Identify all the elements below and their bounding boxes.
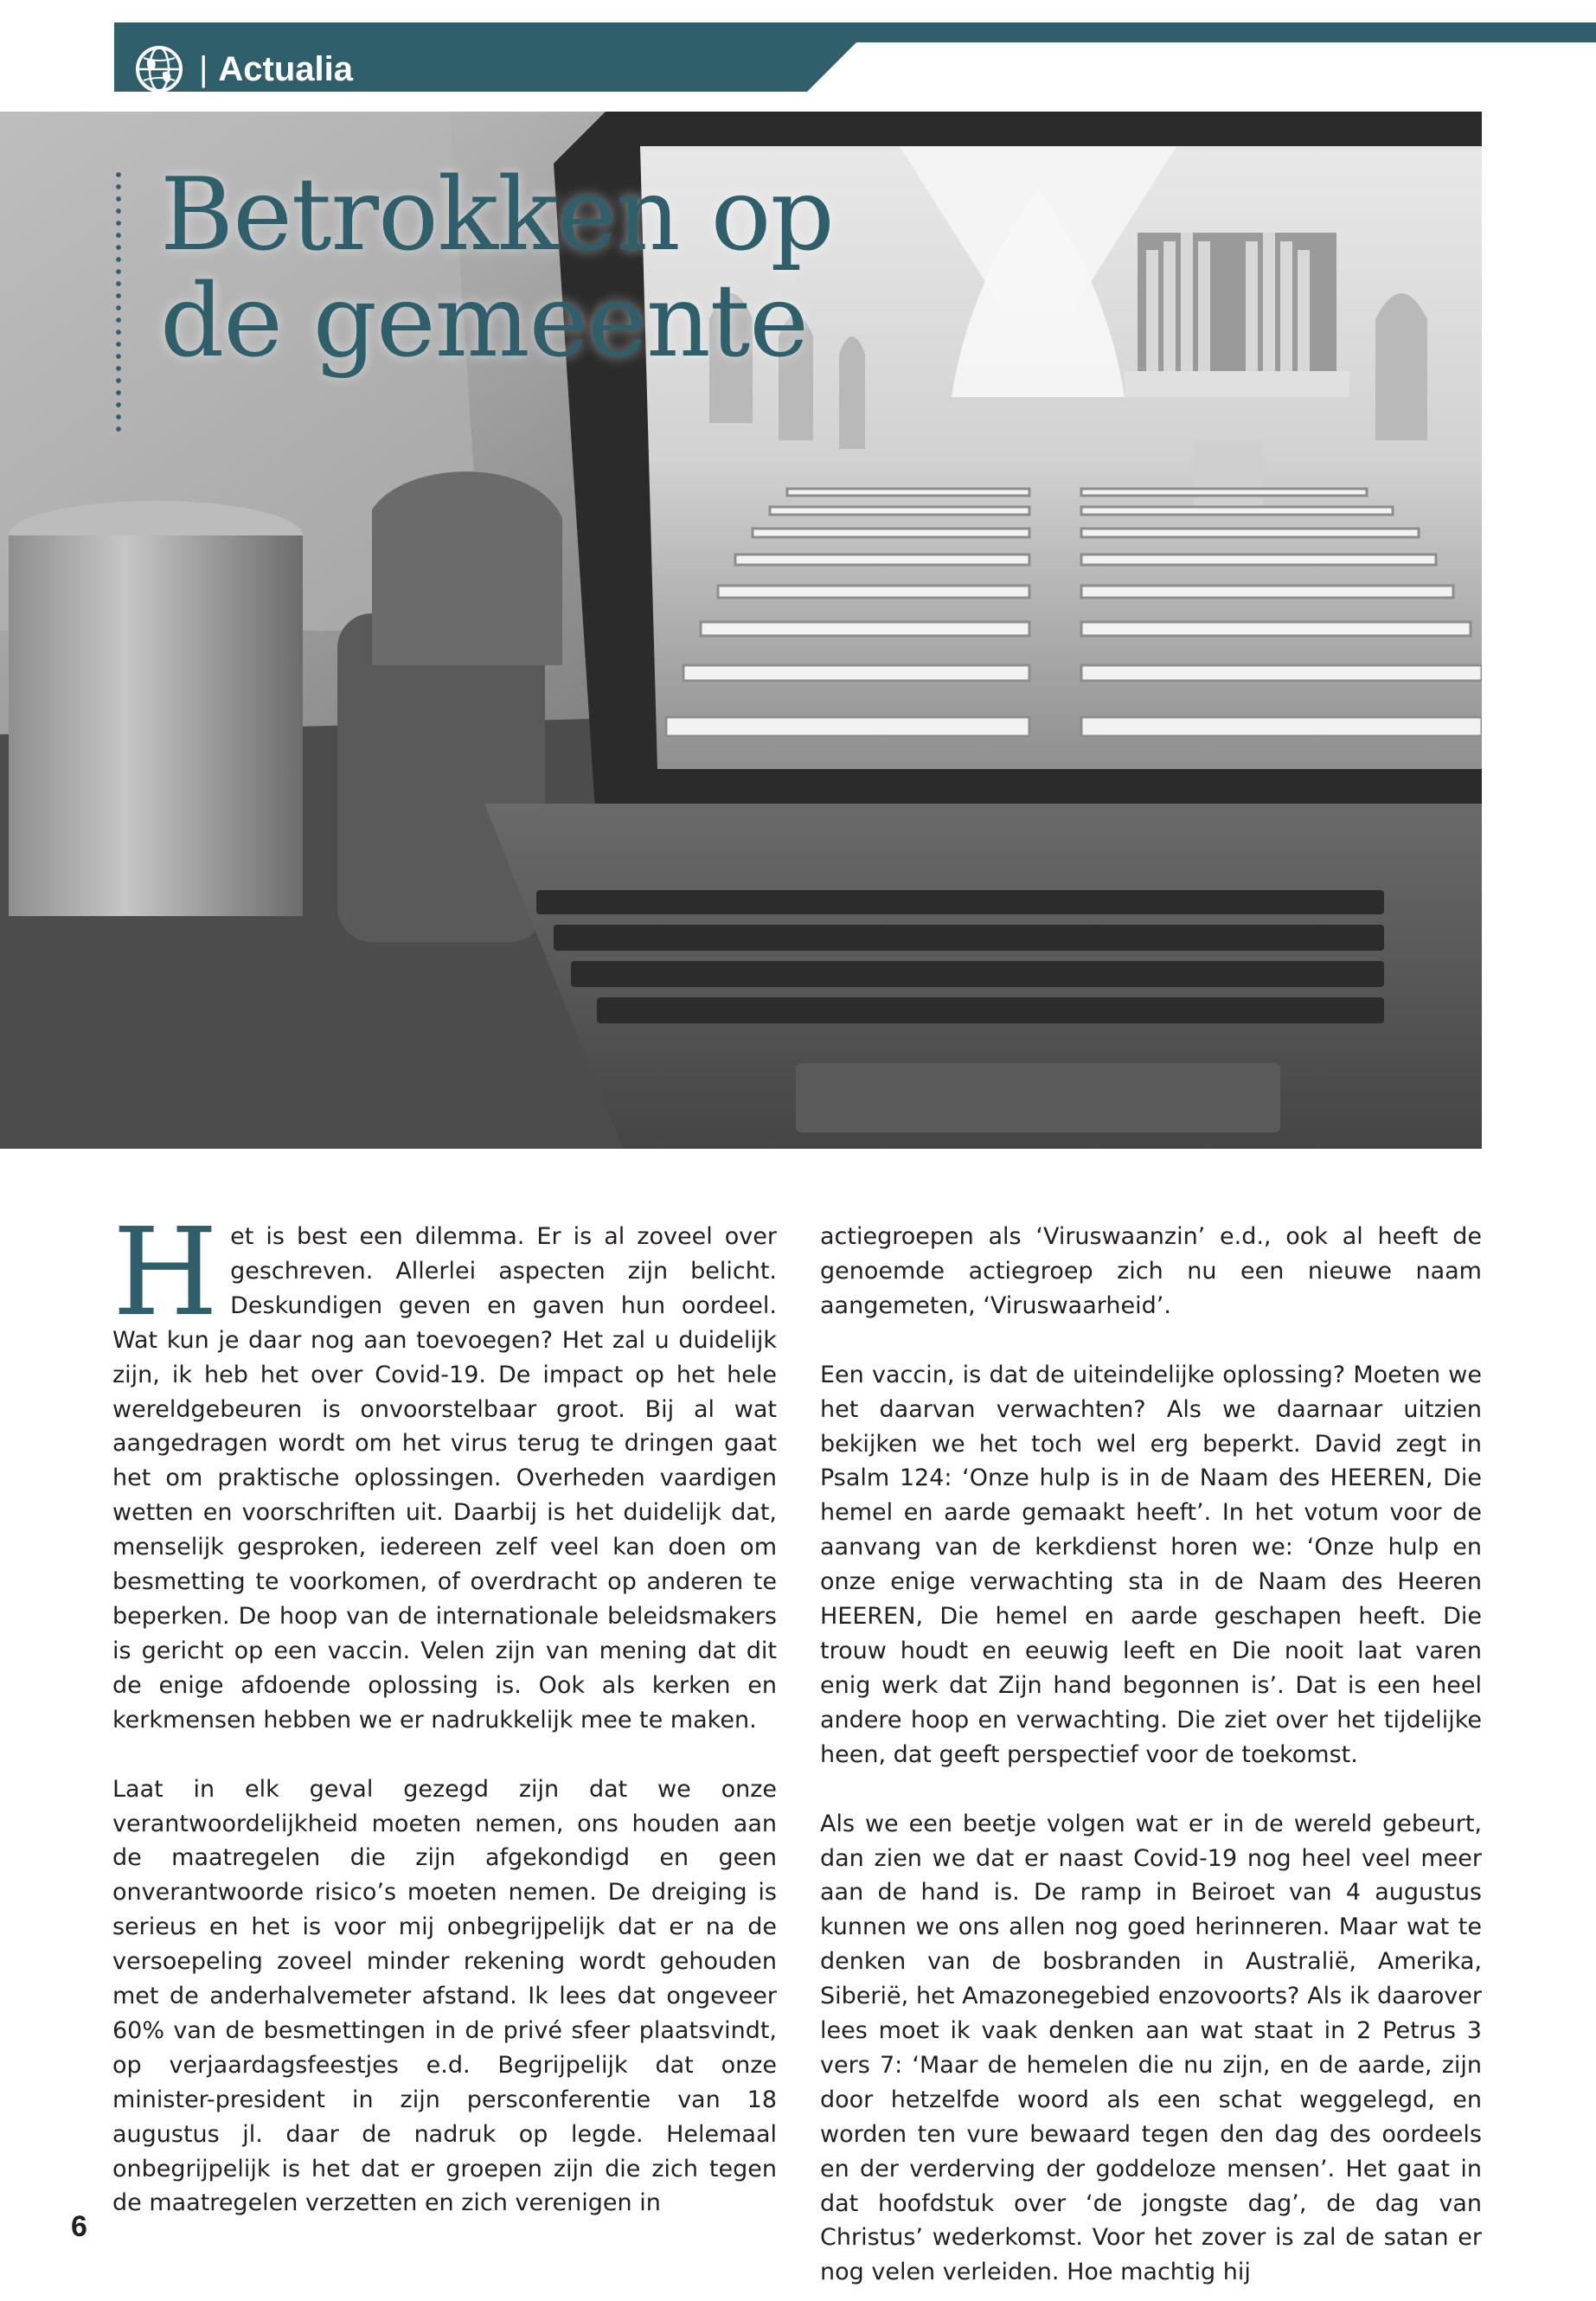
section-label: | Actualia: [199, 50, 353, 88]
article-title: [160, 157, 939, 380]
drop-cap: H: [112, 1202, 219, 1343]
paragraph-text: et is best een dilemma. Er is al zoveel over geschreven. Allerlei aspecten zijn belicht. Deskundigen geven en gaven hun oordeel. Wat kun je daar nog aan toevoegen? Het zal u duidelijk zijn, ik heb het over Covid-19. De impact op het hele wereldgebeuren is onvoorstelbaar groot. Bij al wat aangedragen wordt om het virus terug te dringen gaat het om praktische oplossingen. Overheden vaardigen wetten en voorschriften uit. Daarbij is het duidelijk dat, menselijk gesproken, iedereen zelf veel kan doen om besmetting te voorkomen, of overdracht op anderen te beperken. De hoop van de internationale beleidsmakers is gericht op een vaccin. Velen zijn van mening dat dit de enige afdoende oplossing is. Ook als kerken en kerkmensen hebben we er nadrukkelijk mee te maken.: [112, 1223, 777, 1734]
paragraph: [112, 1202, 777, 1738]
decorative-dotted-line: [115, 169, 122, 437]
paragraph: Laat in elk geval gezegd zijn dat we onze verantwoordelijkheid moeten nemen, ons houden aan de maatregelen die zijn afgekondigd en geen onverantwoorde risico’s moeten nemen. De dreiging is serieus en het is voor mij onbegrijpelijk dat er na de versoepeling zoveel minder rekening wordt gehouden met de anderhalvemeter afstand. Ik lees dat ongeveer 60% van de besmettingen in de privé sfeer plaatsvindt, op verjaardagsfeestjes e.d. Begrijpelijk dat onze minister-president in zijn persconferentie van 18 augustus jl. daar de nadruk op legde. Helemaal onbegrijpelijk is het dat er groepen zijn die zich tegen de maatregelen verzetten en zich verenigen in: [112, 1775, 777, 2217]
paragraph: actiegroepen als ‘Viruswaanzin’ e.d., ook al heeft de genoemde actiegroep zich nu een nieuwe naam aangemeten, ‘Viruswaarheid’.: [820, 1223, 1482, 1319]
article-column-left: [112, 1202, 777, 2221]
article-column-right: [820, 1220, 1482, 2290]
title-line-2: de gemeente: [160, 262, 808, 380]
section-label-text: Actualia: [218, 50, 353, 88]
globe-icon: [133, 43, 185, 95]
page-number: 6: [71, 2210, 87, 2243]
paragraph: Als we een beetje volgen wat er in de wereld gebeurt, dan zien we dat er naast Covid-19 nog heel veel meer aan de hand is. De ramp in Beiroet van 4 augustus kunnen we ons allen nog goed herinneren. Maar wat te denken van de bosbranden in Australië, Amerika, Siberië, het Amazonegebied enzovoorts? Als ik daarover lees moet ik vaak denken aan wat staat in 2 Petrus 3 vers 7: ‘Maar de hemelen die nu zijn, en de aarde, zijn door hetzelfde woord als een schat weggelegd, en worden ten vure bewaard tegen den dag des oordeels en der verderving der goddeloze mensen’. Het gaat in dat hoofdstuk over ‘de jongste dag’, de dag van Christus’ wederkomst. Voor het zover is zal de satan er nog velen verleiden. Hoe machtig hij: [820, 1810, 1482, 2286]
title-line-1: Betrokken op: [160, 157, 834, 273]
paragraph: Een vaccin, is dat de uiteindelijke oplossing? Moeten we het daarvan verwachten? Als we daarnaar uitzien bekijken we het toch wel erg beperkt. David zegt in Psalm 124: ‘Onze hulp is in de Naam des HEEREN, Die hemel en aarde gemaakt heeft’. In het votum voor de aanvang van de kerkdienst horen we: ‘Onze hulp en onze enige verwachting sta in de Naam des Heeren HEEREN, Die hemel en aarde geschapen heeft. Die trouw houdt en eeuwig leeft en Die nooit laat varen enig werk dat Zijn hand begonnen is’. Dat is een heel andere hoop en verwachting. Die ziet over het tijdelijke heen, dat geeft perspectief voor de toekomst.: [820, 1361, 1482, 1768]
